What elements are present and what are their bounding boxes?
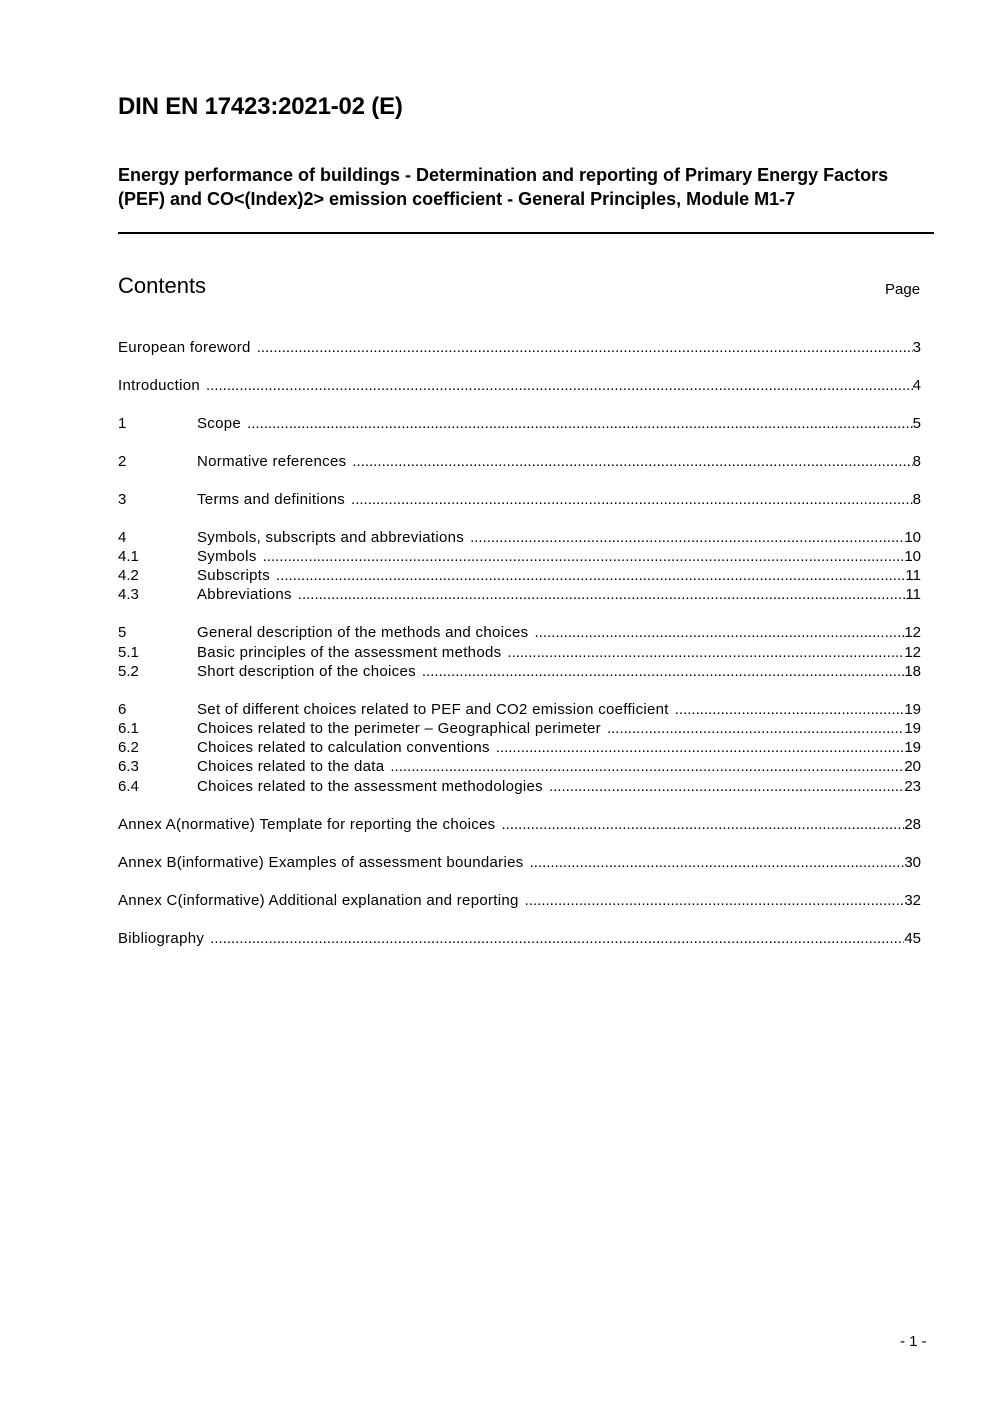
- toc-leader-dots: [263, 547, 905, 566]
- toc-leader-dots: [247, 414, 913, 433]
- toc-entry-page: 23: [904, 777, 921, 795]
- toc-entry-european-foreword[interactable]: [118, 338, 921, 357]
- toc-entry-introduction[interactable]: [118, 376, 921, 395]
- page-column-heading: Page: [885, 281, 921, 298]
- document-title: Energy performance of buildings - Determination and reporting of Primary Energy Factors (PEF) and CO<(Index)2> emission coefficient - General Principles, Module M1-7: [118, 165, 889, 209]
- toc-entry-number: 4: [118, 528, 127, 546]
- toc-entry-page: 10: [904, 528, 921, 546]
- toc-leader-dots: [351, 490, 913, 509]
- toc-entry-text: Scope: [197, 414, 242, 432]
- toc-entry-page: 10: [904, 548, 921, 566]
- toc-entry-number: 5.2: [118, 662, 139, 680]
- toc-entry-3[interactable]: [118, 490, 921, 509]
- toc-entry-page: 12: [904, 643, 921, 661]
- toc-entry-text: Choices related to the perimeter – Geographical perimeter: [197, 720, 601, 738]
- toc-entry-text: Annex A(normative) Template for reporting the choices: [118, 815, 496, 833]
- toc-entry-page: 30: [904, 853, 921, 871]
- toc-entry-page: 3: [912, 339, 921, 356]
- toc-entry-page: 45: [904, 929, 921, 947]
- toc-leader-dots: [390, 757, 904, 776]
- toc-entry-5-1[interactable]: [118, 643, 921, 662]
- toc-entry-text: Terms and definitions: [197, 490, 346, 508]
- toc-entry-text: Choices related to calculation conventions: [197, 739, 490, 757]
- toc-entry-text: Symbols: [197, 548, 257, 566]
- toc-entry-4-3[interactable]: [118, 585, 921, 604]
- toc-leader-dots: [535, 623, 905, 642]
- toc-leader-dots: [257, 338, 913, 357]
- toc-entry-page: 8: [912, 452, 921, 470]
- toc-entry-text: Bibliography: [118, 929, 205, 947]
- toc-leader-dots: [210, 929, 904, 948]
- toc-entry-number: 3: [118, 490, 127, 508]
- toc-entry-page: 12: [904, 624, 921, 642]
- toc-leader-dots: [530, 853, 905, 872]
- toc-entry-4-1[interactable]: [118, 547, 921, 566]
- toc-entry-text: Normative references: [197, 452, 347, 470]
- toc-leader-dots: [675, 700, 905, 719]
- toc-entry-text: Choices related to the assessment methodologies: [197, 777, 543, 795]
- toc-entry-text: Choices related to the data: [197, 758, 385, 776]
- toc-entry-number: 6.4: [118, 777, 139, 795]
- toc-entry-6-1[interactable]: [118, 719, 921, 738]
- toc-leader-dots: [549, 777, 904, 796]
- toc-entry-text: Annex B(informative) Examples of assessment boundaries: [118, 853, 524, 871]
- toc-entry-text: European foreword: [118, 339, 251, 356]
- toc-entry-text: Introduction: [118, 376, 200, 394]
- toc-entry-number: 1: [118, 414, 127, 432]
- toc-leader-dots: [501, 815, 904, 834]
- toc-entry-5-2[interactable]: [118, 662, 921, 681]
- toc-leader-dots: [352, 452, 912, 471]
- title-divider: [118, 232, 934, 234]
- toc-entry-text: Set of different choices related to PEF and CO2 emission coefficient: [197, 700, 669, 718]
- toc-entry-page: 8: [912, 490, 921, 508]
- toc-entry-text: Annex C(informative) Additional explanation and reporting: [118, 891, 519, 909]
- toc-entry-number: 6.3: [118, 758, 139, 776]
- toc-leader-dots: [507, 643, 904, 662]
- toc-leader-dots: [470, 528, 904, 547]
- toc-leader-dots: [298, 585, 906, 604]
- toc-entry-page: 28: [904, 815, 921, 833]
- toc-entry-number: 4.1: [118, 548, 139, 566]
- toc-entry-number: 6: [118, 700, 127, 718]
- toc-entry-4[interactable]: [118, 528, 921, 547]
- toc-entry-number: 4.2: [118, 567, 139, 585]
- toc-entry-page: 19: [904, 700, 921, 718]
- toc-entry-2[interactable]: [118, 452, 921, 471]
- toc-entry-number: 6.2: [118, 739, 139, 757]
- toc-entry-text: Subscripts: [197, 567, 271, 585]
- toc-leader-dots: [525, 891, 905, 910]
- toc-entry-6-2[interactable]: [118, 738, 921, 757]
- toc-entry-1[interactable]: [118, 414, 921, 433]
- toc-entry-text: General description of the methods and choices: [197, 624, 529, 642]
- toc-entry-page: 11: [905, 586, 921, 604]
- toc-entry-text: Symbols, subscripts and abbreviations: [197, 528, 465, 546]
- toc-leader-dots: [607, 719, 904, 738]
- toc-entry-page: 19: [904, 720, 921, 738]
- toc-entry-bibliography[interactable]: [118, 929, 921, 948]
- toc-entry-6[interactable]: [118, 700, 921, 719]
- toc-entry-5[interactable]: [118, 623, 921, 642]
- toc-entry-number: 2: [118, 452, 127, 470]
- toc-leader-dots: [496, 738, 905, 757]
- toc-leader-dots: [422, 662, 904, 681]
- toc-entry-page: 11: [905, 567, 921, 585]
- toc-entry-6-4[interactable]: [118, 777, 921, 796]
- toc-entry-number: 5.1: [118, 643, 139, 661]
- toc-entry-4-2[interactable]: [118, 566, 921, 585]
- toc-entry-6-3[interactable]: [118, 757, 921, 776]
- toc-entry-text: Abbreviations: [197, 586, 292, 604]
- toc-entry-number: 6.1: [118, 720, 139, 738]
- toc-entry-page: 20: [904, 758, 921, 776]
- toc-entry-page: 5: [912, 414, 921, 432]
- toc-entry-page: 32: [904, 891, 921, 909]
- toc-entry-page: 19: [904, 739, 921, 757]
- toc-entry-annex-a[interactable]: [118, 815, 921, 834]
- contents-heading: Contents: [118, 273, 207, 298]
- toc-leader-dots: [206, 376, 913, 395]
- toc-leader-dots: [276, 566, 905, 585]
- toc-entry-page: 4: [912, 376, 921, 394]
- toc-entry-number: 4.3: [118, 586, 139, 604]
- toc-entry-text: Short description of the choices: [197, 662, 416, 680]
- toc-entry-text: Basic principles of the assessment methods: [197, 643, 502, 661]
- toc-entry-page: 18: [904, 662, 921, 680]
- toc-entry-annex-b[interactable]: [118, 853, 921, 872]
- document-id: DIN EN 17423:2021-02 (E): [118, 93, 403, 120]
- table-of-contents: [118, 338, 921, 948]
- page-number: - 1 -: [900, 1333, 927, 1350]
- toc-entry-annex-c[interactable]: [118, 891, 921, 910]
- toc-entry-number: 5: [118, 624, 127, 642]
